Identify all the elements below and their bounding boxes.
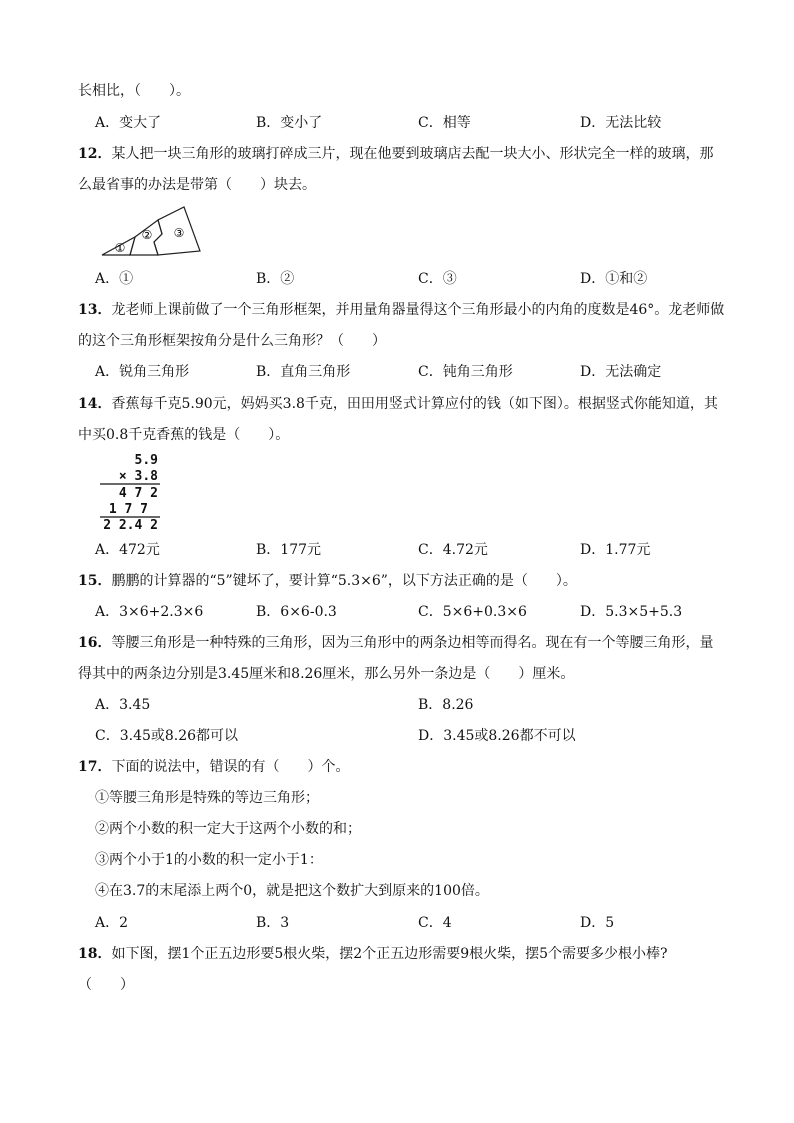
q17-option-c[interactable]: C．4 (418, 915, 452, 931)
q15-stem-line1 (78, 571, 577, 591)
q12-number: 12． (78, 146, 112, 162)
q11-stem-tail: 长相比，（ ）。 (78, 83, 190, 99)
q14-stem-line1 (78, 394, 718, 414)
q12-option-d[interactable]: D．①和② (580, 271, 648, 287)
q16-text1: 等腰三角形是一种特殊的三角形，因为三角形中的两条边相等而得名。现在有一个等腰三角形，量 (111, 635, 714, 651)
q15-option-b[interactable]: B．6×6-0.3 (256, 604, 337, 620)
q13-option-b[interactable]: B．直角三角形 (256, 364, 351, 380)
q16-number: 16． (78, 635, 112, 651)
q15-number: 15． (78, 573, 112, 589)
q13-option-a[interactable]: A．锐角三角形 (95, 364, 190, 380)
q13-stem-line1 (78, 300, 724, 320)
q17-statement-4: ④在3.7的末尾添上两个0，就是把这个数扩大到原来的100倍。 (95, 883, 489, 899)
q14-stem-line2: 中买0.8千克香蕉的钱是（ ）。 (78, 427, 290, 443)
q16-stem-line1 (78, 633, 713, 653)
q16-option-a[interactable]: A．3.45 (95, 697, 151, 713)
q13-stem-line2: 的这个三角形框架按角分是什么三角形？（ ） (78, 333, 386, 349)
calc-partial-1: 4 7 2 (118, 486, 158, 501)
q13-number: 13． (78, 302, 112, 318)
q16-option-c[interactable]: C．3.45或8.26都可以 (95, 728, 239, 744)
glass-piece-2-label: ② (141, 228, 153, 242)
broken-glass-figure (100, 204, 205, 260)
q17-stem-line1 (78, 757, 349, 777)
q18-number: 18． (78, 946, 112, 962)
q13-option-d[interactable]: D．无法确定 (580, 364, 662, 380)
q14-option-a[interactable]: A．472元 (95, 542, 160, 558)
q17-statement-2: ②两个小数的积一定大于这两个小数的和； (95, 821, 361, 837)
calc-partial-2: 1 7 7 (108, 502, 148, 517)
calc-multiplicand: 5.9 (134, 453, 158, 468)
q12-option-c[interactable]: C．③ (418, 271, 457, 287)
q12-text1: 某人把一块三角形的玻璃打碎成三片，现在他要到玻璃店去配一块大小、形状完全一样的玻璃，那 (111, 146, 714, 162)
q16-stem-line2: 得其中的两条边分别是3.45厘米和8.26厘米，那么另外一条边是（ ）厘米。 (78, 666, 575, 682)
q15-option-c[interactable]: C．5×6+0.3×6 (418, 604, 527, 620)
glass-piece-3-label: ③ (173, 226, 185, 240)
q12-stem-line1 (78, 144, 713, 164)
q14-number: 14． (78, 396, 112, 412)
q11-option-b[interactable]: B．变小了 (256, 115, 323, 131)
q16-option-b[interactable]: B．8.26 (418, 697, 474, 713)
vertical-multiplication (92, 452, 172, 532)
q14-text1: 香蕉每千克5.90元，妈妈买3.8千克，田田用竖式计算应付的钱（如下图）。根据竖式你能知道，其 (111, 396, 718, 412)
q18-text1: 如下图，摆1个正五边形要5根火柴，摆2个正五边形需要9根火柴，摆5个需要多少根小棒? (111, 946, 668, 962)
q17-option-d[interactable]: D．5 (580, 915, 615, 931)
q18-stem-line2: （ ） (78, 977, 134, 993)
q17-option-a[interactable]: A．2 (95, 915, 129, 931)
q13-text1: 龙老师上课前做了一个三角形框架，并用量角器量得这个三角形最小的内角的度数是46°。龙老师做 (111, 302, 725, 318)
q17-statement-3: ③两个小于1的小数的积一定小于1： (95, 852, 323, 868)
q17-text1: 下面的说法中，错误的有（ ）个。 (111, 759, 350, 775)
q12-option-b[interactable]: B．② (256, 271, 295, 287)
calc-multiplier: × 3.8 (118, 469, 158, 484)
q16-option-d[interactable]: D．3.45或8.26都不可以 (418, 728, 576, 744)
q14-option-d[interactable]: D．1.77元 (580, 542, 651, 558)
q12-option-a[interactable]: A．① (95, 271, 134, 287)
calc-product: 2 2.4 2 (103, 518, 158, 532)
glass-piece-1-label: ① (114, 241, 126, 255)
q14-option-b[interactable]: B．177元 (256, 542, 322, 558)
q11-option-d[interactable]: D．无法比较 (580, 115, 662, 131)
q17-option-b[interactable]: B．3 (256, 915, 290, 931)
q13-option-c[interactable]: C．钝角三角形 (418, 364, 513, 380)
q11-option-c[interactable]: C．相等 (418, 115, 471, 131)
q17-statement-1: ①等腰三角形是特殊的等边三角形； (95, 790, 319, 806)
q15-option-d[interactable]: D．5.3×5+5.3 (580, 604, 683, 620)
q17-number: 17． (78, 759, 112, 775)
q15-option-a[interactable]: A．3×6+2.3×6 (95, 604, 204, 620)
q14-option-c[interactable]: C．4.72元 (418, 542, 488, 558)
q12-stem-line2: 么最省事的办法是带第（ ）块去。 (78, 177, 316, 193)
q11-option-a[interactable]: A．变大了 (95, 115, 162, 131)
q18-stem-line1 (78, 944, 668, 964)
q15-text1: 鹏鹏的计算器的“5”键坏了，要计算“5.3×6”，以下方法正确的是（ ）。 (111, 573, 577, 589)
